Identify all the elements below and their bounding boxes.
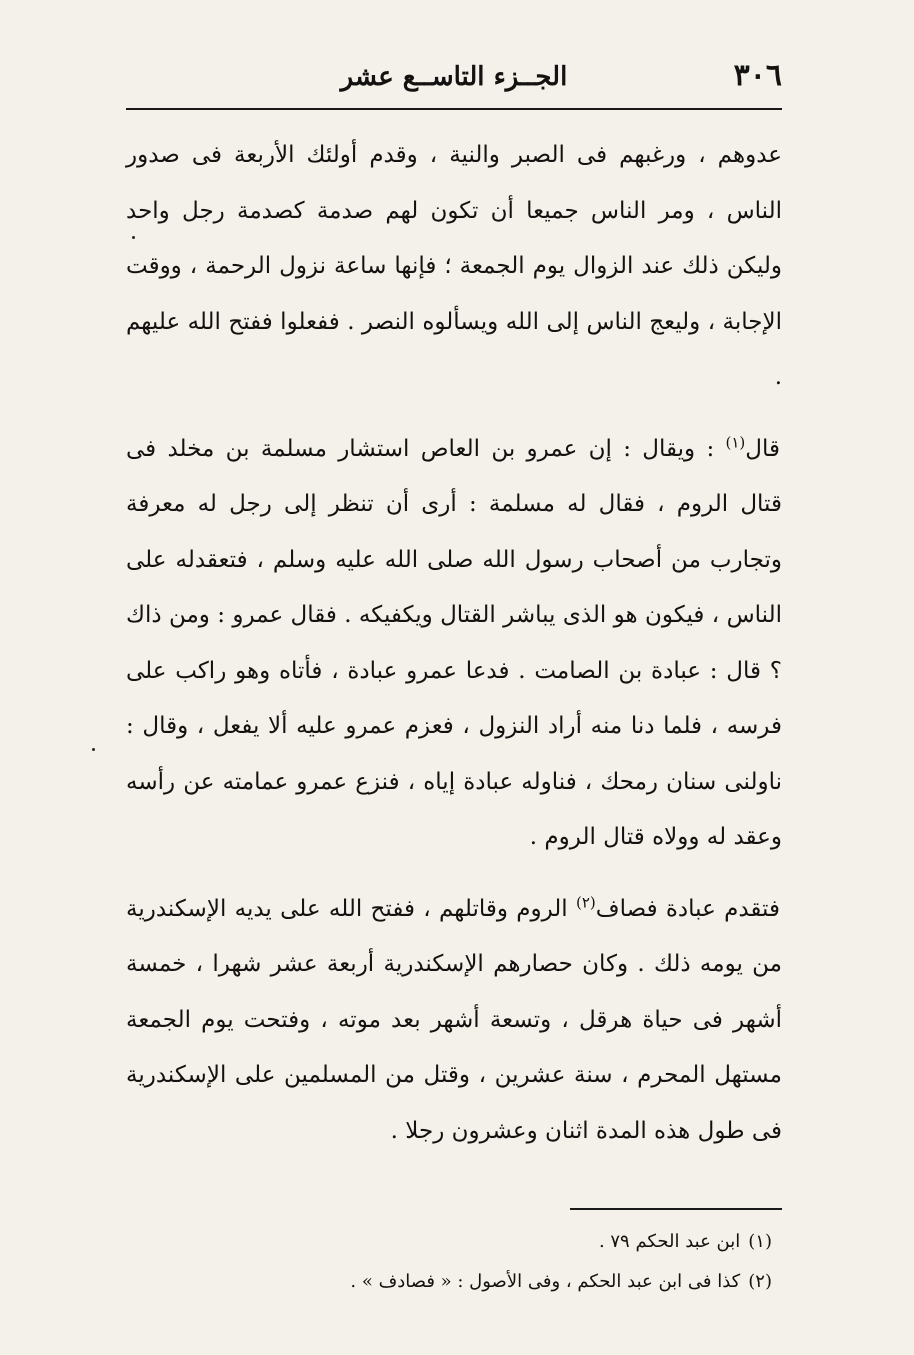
paragraph-2-text: : ويقال : إن عمرو بن العاص استشار مسلمة بن مخلد فى قتال الروم ، فقال له مسلمة : أرى أن تنظر إلى رجل له معرفة وتجارب من أصحاب رسول الله صلى الله عليه وسلم ، فتعقدله على الناس ، فيكون هو الذى يباشر القتال ويكفيكه . فقال عمرو : ومن ذاك ؟ قال : عبادة بن الصامت . فدعا عمرو عبادة ، فأتاه وهو راكب على فرسه ، فلما دنا منه أراد النزول ، فعزم عمرو عليه ألا يفعل ، وقال : ناولنى سنان رمحك ، فناوله عبادة إياه ، فنزع عمرو عمامته عن رأسه وعقد له وولاه قتال الروم . <box>126 435 782 850</box>
header-rule <box>126 108 782 110</box>
margin-speck <box>132 236 135 239</box>
main-text <box>126 128 782 1159</box>
paragraph-1 <box>126 128 782 406</box>
footnote-2-text: كذا فى ابن عبد الحكم ، وفى الأصول : « فصادف » . <box>350 1271 741 1292</box>
paragraph-3-lead: فتقدم عبادة فصاف <box>595 895 780 922</box>
footnote-1 <box>260 1222 772 1262</box>
footnote-marker-2[interactable]: (٢) <box>576 892 596 911</box>
paragraph-3 <box>126 882 782 1160</box>
paragraph-3-text: الروم وقاتلهم ، ففتح الله على يديه الإسكندرية من يومه ذلك . وكان حصارهم الإسكندرية أربعة عشر شهرا ، خمسة أشهر فى حياة هرقل ، وتسعة أشهر بعد موته ، وفتحت يوم الجمعة مستهل المحرم ، سنة عشرين ، وقتل من المسلمين على الإسكندرية فى طول هذه المدة اثنان وعشرون رجلا . <box>126 895 782 1144</box>
page-number: ٣٠٦ <box>733 58 782 93</box>
page-header <box>126 58 782 100</box>
footnote-2-number: (٢) <box>748 1271 772 1292</box>
footnote-marker-1[interactable]: (١) <box>725 432 746 451</box>
footnote-rule <box>570 1208 782 1210</box>
paragraph-2 <box>126 422 782 866</box>
running-title: الجــزء التاســع عشر <box>340 62 568 92</box>
margin-speck <box>92 748 95 751</box>
footnote-1-text: ابن عبد الحكم ٧٩ . <box>598 1231 741 1252</box>
paragraph-2-lead: قال <box>745 435 780 462</box>
footnote-2 <box>260 1262 772 1302</box>
paragraph-1-text: عدوهم ، ورغبهم فى الصبر والنية ، وقدم أولئك الأربعة فى صدور الناس ، ومر الناس جميعا أن تكون لهم صدمة كصدمة رجل واحد وليكن ذلك عند الزوال يوم الجمعة ؛ فإنها ساعة نزول الرحمة ، ووقت الإجابة ، وليعج الناس إلى الله ويسألوه النصر . ففعلوا ففتح الله عليهم . <box>126 142 782 390</box>
footnote-1-number: (١) <box>748 1231 772 1252</box>
footnotes <box>260 1222 772 1302</box>
